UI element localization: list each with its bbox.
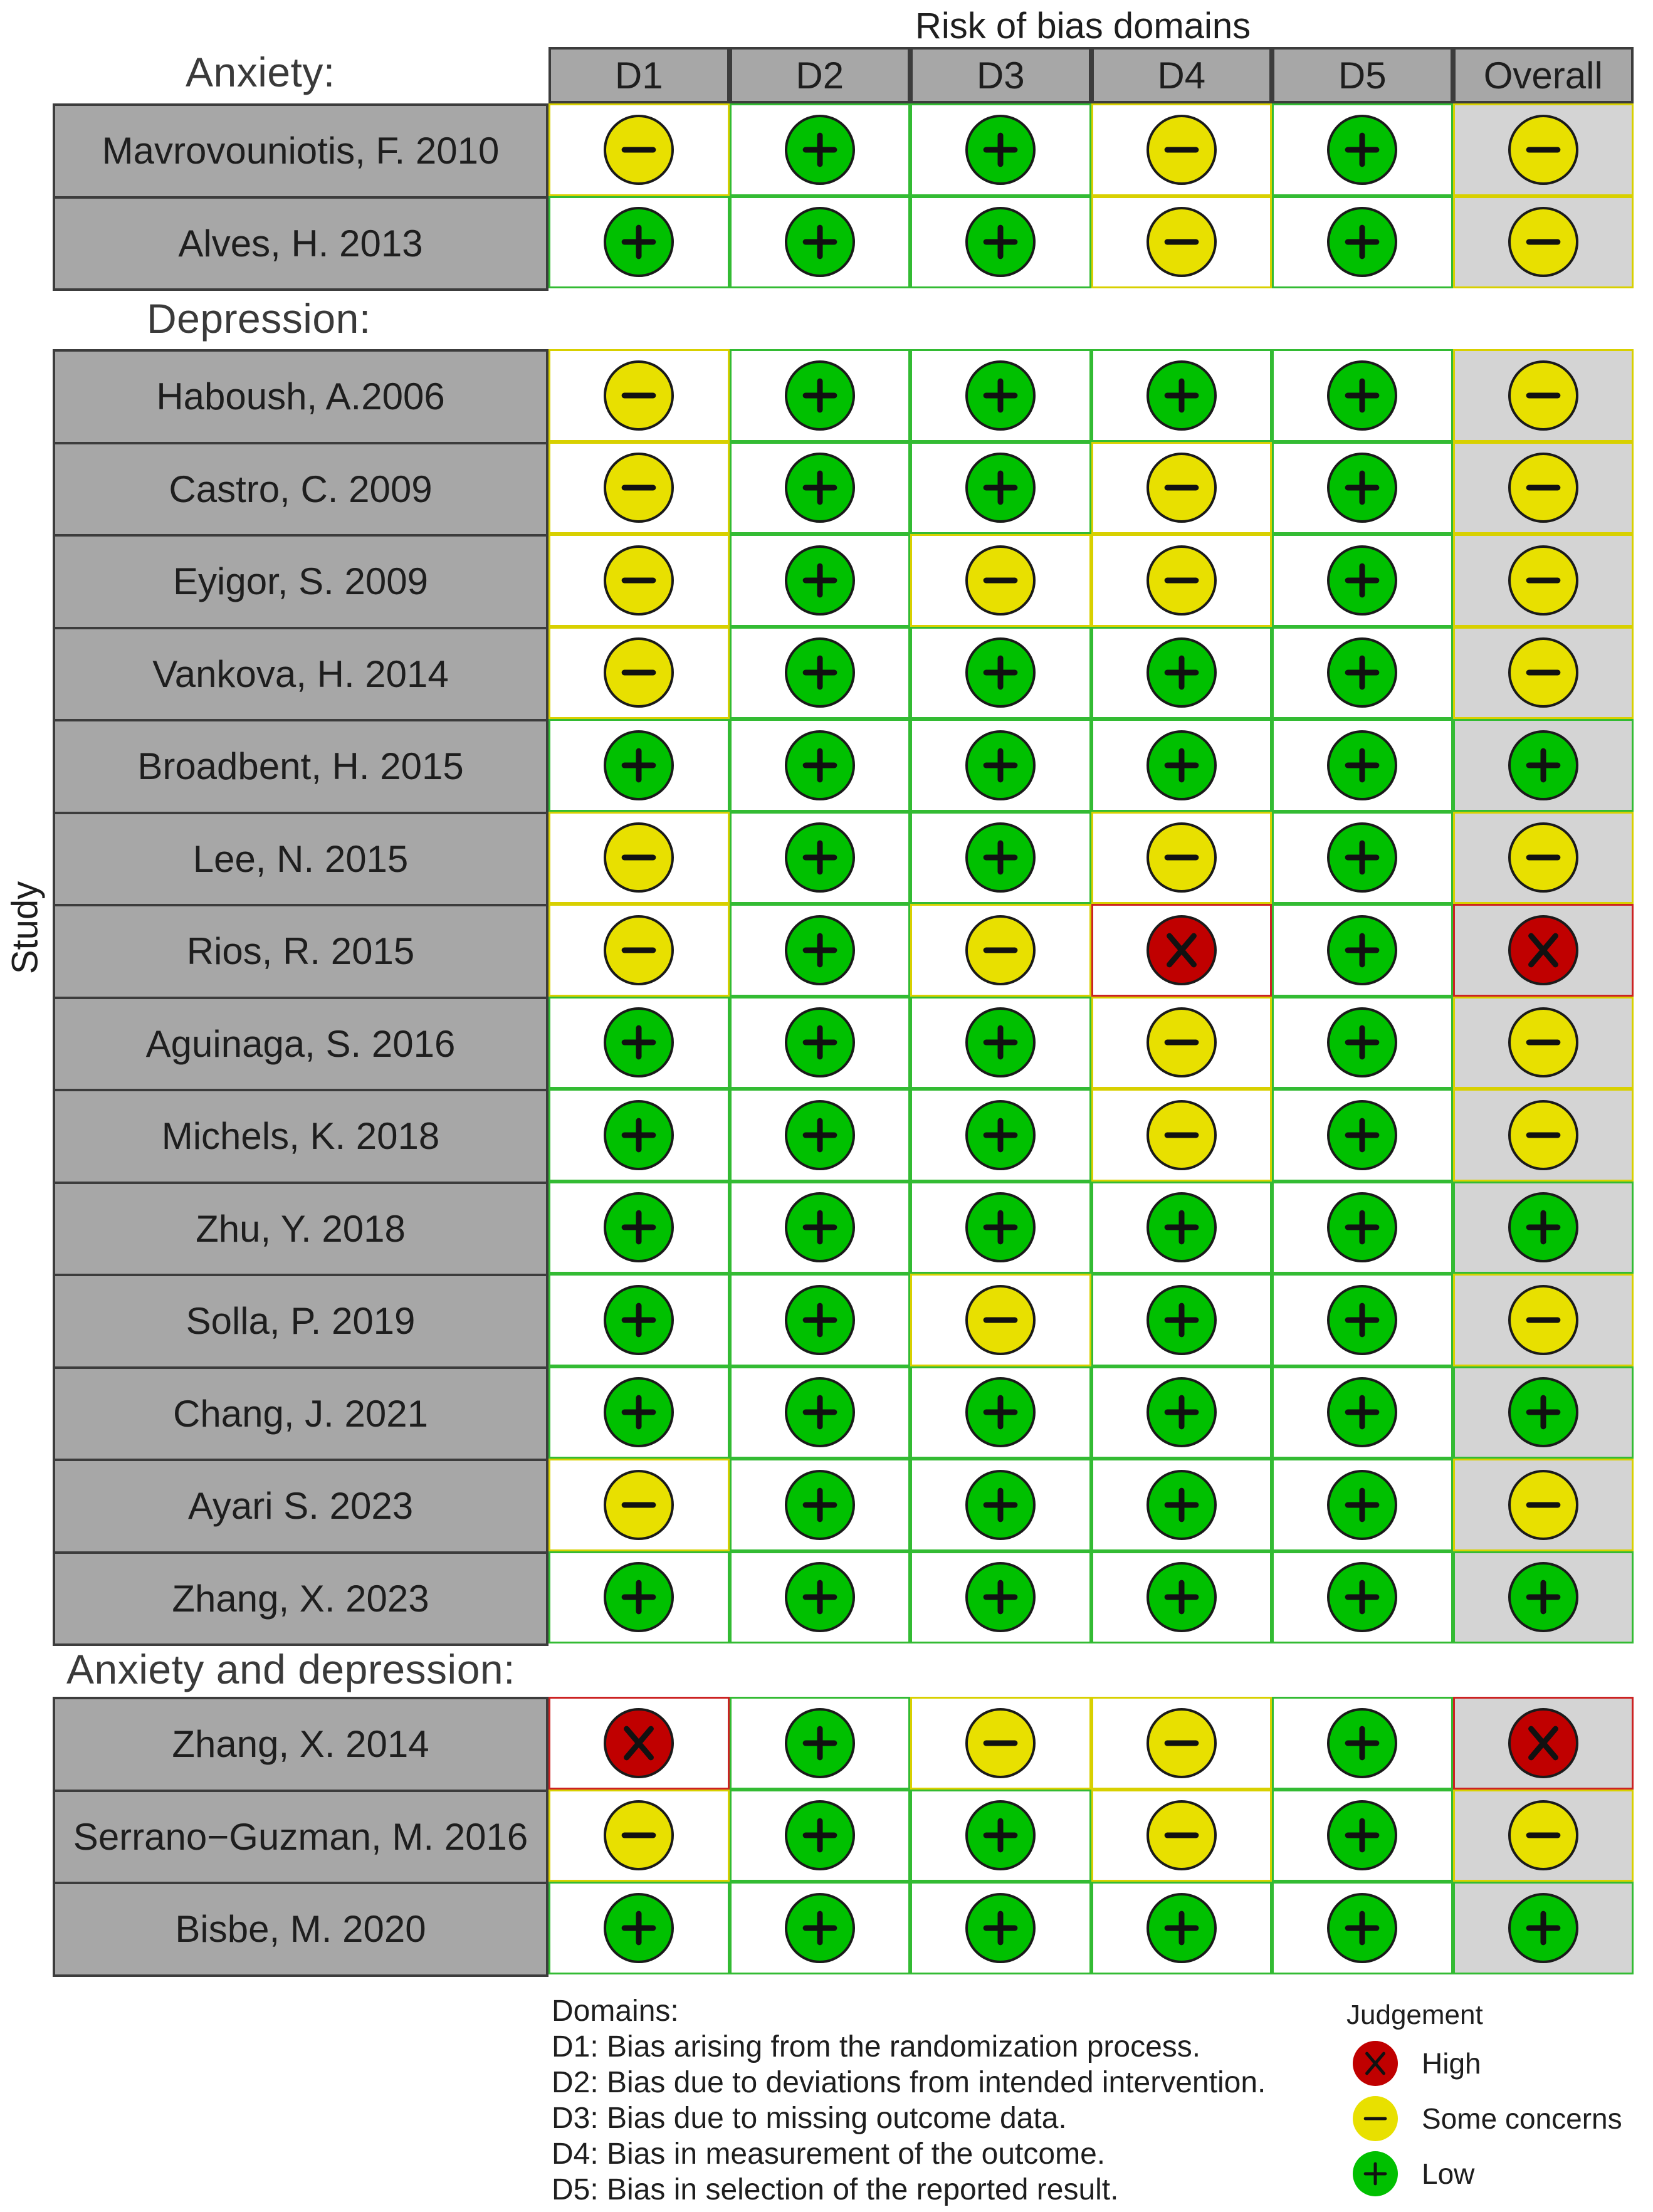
- judgement-icon-low-zhu-y-2018-d4: [1147, 1192, 1217, 1262]
- study-label-solla-p-2019: Solla, P. 2019: [53, 1274, 548, 1369]
- study-label-chang-j-2021: Chang, J. 2021: [53, 1366, 548, 1462]
- judgement-icon-some-concerns-michels-k-2018-d4: [1147, 1100, 1217, 1170]
- judgement-icon-high-zhang-x-2014-overall: [1508, 1708, 1578, 1778]
- judgement-icon-low-zhang-x-2023-d2: [785, 1562, 855, 1632]
- judgement-icon-some-concerns-eyigor-s-2009-d3: [965, 545, 1036, 616]
- judgement-legend-label-high: High: [1422, 2047, 1481, 2080]
- judgement-icon-some-concerns-rios-r-2015-d1: [604, 915, 674, 985]
- study-label-zhu-y-2018: Zhu, Y. 2018: [53, 1182, 548, 1277]
- judgement-icon-low-chang-j-2021-d5: [1327, 1377, 1397, 1447]
- judgement-icon-some-concerns-rios-r-2015-d3: [965, 915, 1036, 985]
- judgement-icon-low-michels-k-2018-d5: [1327, 1100, 1397, 1170]
- judgement-icon-some-concerns-zhang-x-2014-d3: [965, 1708, 1036, 1778]
- judgement-icon-high-rios-r-2015-d4: [1147, 915, 1217, 985]
- judgement-icon-low-zhu-y-2018-d5: [1327, 1192, 1397, 1262]
- domain-header-d2: D2: [730, 47, 911, 103]
- judgement-icon-low-solla-p-2019-d5: [1327, 1285, 1397, 1355]
- judgement-icon-low-zhu-y-2018-overall: [1508, 1192, 1578, 1262]
- domain-header-overall: Overall: [1453, 47, 1634, 103]
- judgement-icon-low-broadbent-h-2015-d3: [965, 730, 1036, 800]
- judgement-icon-low-castro-c-2009-d5: [1327, 453, 1397, 523]
- judgement-icon-low-zhu-y-2018-d3: [965, 1192, 1036, 1262]
- judgement-icon-low-chang-j-2021-d4: [1147, 1377, 1217, 1447]
- judgement-legend-title: Judgement: [1346, 2000, 1483, 2030]
- study-label-vankova-h-2014: Vankova, H. 2014: [53, 627, 548, 722]
- judgement-icon-low-bisbe-m-2020-d3: [965, 1893, 1036, 1963]
- judgement-icon-low-broadbent-h-2015-d5: [1327, 730, 1397, 800]
- judgement-icon-low-michels-k-2018-d3: [965, 1100, 1036, 1170]
- judgement-icon-low-alves-h-2013-d5: [1327, 207, 1397, 277]
- judgement-icon-low-haboush-a-2006-d5: [1327, 360, 1397, 431]
- judgement-icon-some-concerns-serrano-guzman-m-2016-overall: [1508, 1800, 1578, 1870]
- judgement-icon-some-concerns-alves-h-2013-overall: [1508, 207, 1578, 277]
- domain-legend: [552, 1993, 1266, 2208]
- judgement-icon-low-haboush-a-2006-d2: [785, 360, 855, 431]
- judgement-icon-some-concerns-castro-c-2009-d1: [604, 453, 674, 523]
- judgement-icon-low-bisbe-m-2020-overall: [1508, 1893, 1578, 1963]
- judgement-icon-low-castro-c-2009-d2: [785, 453, 855, 523]
- judgement-icon-some-concerns-eyigor-s-2009-overall: [1508, 545, 1578, 616]
- judgement-icon-some-concerns-zhang-x-2014-d4: [1147, 1708, 1217, 1778]
- study-axis-label: Study: [4, 881, 46, 975]
- judgement-icon-some-concerns-ayari-s-2023-overall: [1508, 1470, 1578, 1540]
- judgement-icon-low-chang-j-2021-d1: [604, 1377, 674, 1447]
- judgement-icon-high-rios-r-2015-overall: [1508, 915, 1578, 985]
- judgement-icon-some-concerns-mavrovouniotis-f-2010-overall: [1508, 115, 1578, 185]
- domain-header-d4: D4: [1091, 47, 1273, 103]
- judgement-icon-low-rios-r-2015-d2: [785, 915, 855, 985]
- judgement-icon-low-alves-h-2013-d1: [604, 207, 674, 277]
- judgement-icon-low-bisbe-m-2020-d2: [785, 1893, 855, 1963]
- judgement-icon-low-mavrovouniotis-f-2010-d5: [1327, 115, 1397, 185]
- study-label-rios-r-2015: Rios, R. 2015: [53, 904, 548, 999]
- judgement-icon-some-concerns-mavrovouniotis-f-2010-d4: [1147, 115, 1217, 185]
- judgement-icon-low-eyigor-s-2009-d5: [1327, 545, 1397, 616]
- judgement-icon-low-zhang-x-2023-d4: [1147, 1562, 1217, 1632]
- judgement-icon-low-ayari-s-2023-d2: [785, 1470, 855, 1540]
- judgement-icon-low-zhang-x-2014-d5: [1327, 1708, 1397, 1778]
- judgement-legend-item-high: [1353, 2038, 1481, 2089]
- judgement-icon-low-chang-j-2021-d2: [785, 1377, 855, 1447]
- judgement-icon-low-zhu-y-2018-d1: [604, 1192, 674, 1262]
- judgement-icon-low-zhu-y-2018-d2: [785, 1192, 855, 1262]
- judgement-icon-some-concerns-lee-n-2015-d4: [1147, 822, 1217, 893]
- study-label-ayari-s-2023: Ayari S. 2023: [53, 1459, 548, 1554]
- judgement-icon-low-solla-p-2019-d1: [604, 1285, 674, 1355]
- judgement-legend-item-some-concerns: [1353, 2094, 1622, 2144]
- group-title-anxiety: Anxiety:: [186, 49, 335, 95]
- judgement-icon-low-haboush-a-2006-d4: [1147, 360, 1217, 431]
- judgement-icon-low-bisbe-m-2020-d1: [604, 1893, 674, 1963]
- judgement-icon-some-concerns-castro-c-2009-d4: [1147, 453, 1217, 523]
- judgement-icon-low-eyigor-s-2009-d2: [785, 545, 855, 616]
- judgement-legend-icon-high: [1353, 2041, 1398, 2086]
- judgement-icon-low-alves-h-2013-d3: [965, 207, 1036, 277]
- domain-legend-item-d1: D1: Bias arising from the randomization process.: [552, 2030, 1201, 2063]
- judgement-legend-item-low: [1353, 2149, 1474, 2199]
- judgement-icon-some-concerns-alves-h-2013-d4: [1147, 207, 1217, 277]
- judgement-icon-some-concerns-castro-c-2009-overall: [1508, 453, 1578, 523]
- judgement-icon-low-michels-k-2018-d1: [604, 1100, 674, 1170]
- judgement-icon-high-zhang-x-2014-d1: [604, 1708, 674, 1778]
- judgement-icon-low-aguinaga-s-2016-d1: [604, 1007, 674, 1077]
- judgement-icon-some-concerns-lee-n-2015-d1: [604, 822, 674, 893]
- judgement-icon-low-mavrovouniotis-f-2010-d2: [785, 115, 855, 185]
- judgement-icon-low-ayari-s-2023-d5: [1327, 1470, 1397, 1540]
- group-title-anxiety-and-depression: Anxiety and depression:: [66, 1646, 515, 1692]
- judgement-icon-low-solla-p-2019-d2: [785, 1285, 855, 1355]
- judgement-icon-low-haboush-a-2006-d3: [965, 360, 1036, 431]
- judgement-icon-some-concerns-serrano-guzman-m-2016-d4: [1147, 1800, 1217, 1870]
- study-label-bisbe-m-2020: Bisbe, M. 2020: [53, 1882, 548, 1977]
- judgement-icon-low-lee-n-2015-d2: [785, 822, 855, 893]
- domain-header-d3: D3: [910, 47, 1091, 103]
- judgement-icon-some-concerns-mavrovouniotis-f-2010-d1: [604, 115, 674, 185]
- study-label-castro-c-2009: Castro, C. 2009: [53, 442, 548, 537]
- judgement-icon-some-concerns-lee-n-2015-overall: [1508, 822, 1578, 893]
- judgement-icon-some-concerns-aguinaga-s-2016-overall: [1508, 1007, 1578, 1077]
- judgement-icon-low-mavrovouniotis-f-2010-d3: [965, 115, 1036, 185]
- judgement-icon-some-concerns-eyigor-s-2009-d1: [604, 545, 674, 616]
- domain-legend-item-d2: D2: Bias due to deviations from intended intervention.: [552, 2066, 1266, 2099]
- judgement-icon-some-concerns-haboush-a-2006-overall: [1508, 360, 1578, 431]
- axis-title: Risk of bias domains: [915, 6, 1251, 46]
- judgement-icon-low-michels-k-2018-d2: [785, 1100, 855, 1170]
- judgement-icon-some-concerns-solla-p-2019-d3: [965, 1285, 1036, 1355]
- judgement-icon-low-aguinaga-s-2016-d2: [785, 1007, 855, 1077]
- study-label-haboush-a-2006: Haboush, A.2006: [53, 349, 548, 444]
- judgement-legend-label-low: Low: [1422, 2157, 1475, 2190]
- judgement-icon-low-lee-n-2015-d5: [1327, 822, 1397, 893]
- judgement-icon-low-chang-j-2021-d3: [965, 1377, 1036, 1447]
- study-label-serrano-guzman-m-2016: Serrano−Guzman, M. 2016: [53, 1790, 548, 1885]
- domain-legend-title: Domains:: [552, 1994, 679, 2028]
- judgement-legend-icon-low: [1353, 2151, 1398, 2196]
- judgement-icon-low-zhang-x-2023-d1: [604, 1562, 674, 1632]
- study-label-broadbent-h-2015: Broadbent, H. 2015: [53, 719, 548, 814]
- study-label-lee-n-2015: Lee, N. 2015: [53, 812, 548, 907]
- judgement-icon-low-zhang-x-2023-overall: [1508, 1562, 1578, 1632]
- judgement-icon-low-broadbent-h-2015-overall: [1508, 730, 1578, 800]
- judgement-icon-low-vankova-h-2014-d2: [785, 637, 855, 708]
- judgement-icon-low-ayari-s-2023-d4: [1147, 1470, 1217, 1540]
- judgement-icon-low-zhang-x-2023-d5: [1327, 1562, 1397, 1632]
- judgement-icon-low-castro-c-2009-d3: [965, 453, 1036, 523]
- judgement-icon-some-concerns-eyigor-s-2009-d4: [1147, 545, 1217, 616]
- judgement-icon-low-chang-j-2021-overall: [1508, 1377, 1578, 1447]
- judgement-icon-low-serrano-guzman-m-2016-d5: [1327, 1800, 1397, 1870]
- judgement-icon-low-alves-h-2013-d2: [785, 207, 855, 277]
- domain-header-d5: D5: [1272, 47, 1453, 103]
- judgement-icon-low-zhang-x-2014-d2: [785, 1708, 855, 1778]
- group-title-depression: Depression:: [147, 295, 371, 342]
- judgement-icon-some-concerns-michels-k-2018-overall: [1508, 1100, 1578, 1170]
- study-label-eyigor-s-2009: Eyigor, S. 2009: [53, 534, 548, 629]
- judgement-icon-some-concerns-aguinaga-s-2016-d4: [1147, 1007, 1217, 1077]
- study-label-zhang-x-2014: Zhang, X. 2014: [53, 1697, 548, 1792]
- judgement-icon-low-rios-r-2015-d5: [1327, 915, 1397, 985]
- judgement-icon-low-bisbe-m-2020-d4: [1147, 1893, 1217, 1963]
- study-label-alves-h-2013: Alves, H. 2013: [53, 196, 548, 291]
- judgement-icon-low-broadbent-h-2015-d4: [1147, 730, 1217, 800]
- judgement-icon-low-lee-n-2015-d3: [965, 822, 1036, 893]
- judgement-icon-some-concerns-haboush-a-2006-d1: [604, 360, 674, 431]
- judgement-legend-icon-some-concerns: [1353, 2096, 1398, 2141]
- judgement-icon-low-vankova-h-2014-d5: [1327, 637, 1397, 708]
- domain-legend-item-d3: D3: Bias due to missing outcome data.: [552, 2102, 1067, 2135]
- judgement-icon-low-broadbent-h-2015-d2: [785, 730, 855, 800]
- judgement-legend: [1346, 2000, 1622, 2190]
- study-label-aguinaga-s-2016: Aguinaga, S. 2016: [53, 997, 548, 1092]
- judgement-icon-low-solla-p-2019-d4: [1147, 1285, 1217, 1355]
- judgement-icon-some-concerns-solla-p-2019-overall: [1508, 1285, 1578, 1355]
- judgement-icon-low-zhang-x-2023-d3: [965, 1562, 1036, 1632]
- domain-header-d1: D1: [548, 47, 730, 103]
- judgement-icon-low-vankova-h-2014-d4: [1147, 637, 1217, 708]
- domain-legend-item-d4: D4: Bias in measurement of the outcome.: [552, 2137, 1106, 2171]
- judgement-icon-low-serrano-guzman-m-2016-d2: [785, 1800, 855, 1870]
- judgement-icon-low-aguinaga-s-2016-d3: [965, 1007, 1036, 1077]
- judgement-legend-label-some-concerns: Some concerns: [1422, 2102, 1622, 2135]
- judgement-icon-low-vankova-h-2014-d3: [965, 637, 1036, 708]
- judgement-icon-low-broadbent-h-2015-d1: [604, 730, 674, 800]
- study-label-mavrovouniotis-f-2010: Mavrovouniotis, F. 2010: [53, 103, 548, 199]
- judgement-icon-low-ayari-s-2023-d3: [965, 1470, 1036, 1540]
- domain-legend-item-d5: D5: Bias in selection of the reported result.: [552, 2173, 1119, 2206]
- judgement-icon-low-serrano-guzman-m-2016-d3: [965, 1800, 1036, 1870]
- study-label-zhang-x-2023: Zhang, X. 2023: [53, 1551, 548, 1647]
- judgement-icon-some-concerns-vankova-h-2014-overall: [1508, 637, 1578, 708]
- judgement-icon-low-aguinaga-s-2016-d5: [1327, 1007, 1397, 1077]
- judgement-icon-some-concerns-ayari-s-2023-d1: [604, 1470, 674, 1540]
- judgement-icon-some-concerns-serrano-guzman-m-2016-d1: [604, 1800, 674, 1870]
- judgement-icon-some-concerns-vankova-h-2014-d1: [604, 637, 674, 708]
- study-label-michels-k-2018: Michels, K. 2018: [53, 1089, 548, 1184]
- judgement-icon-low-bisbe-m-2020-d5: [1327, 1893, 1397, 1963]
